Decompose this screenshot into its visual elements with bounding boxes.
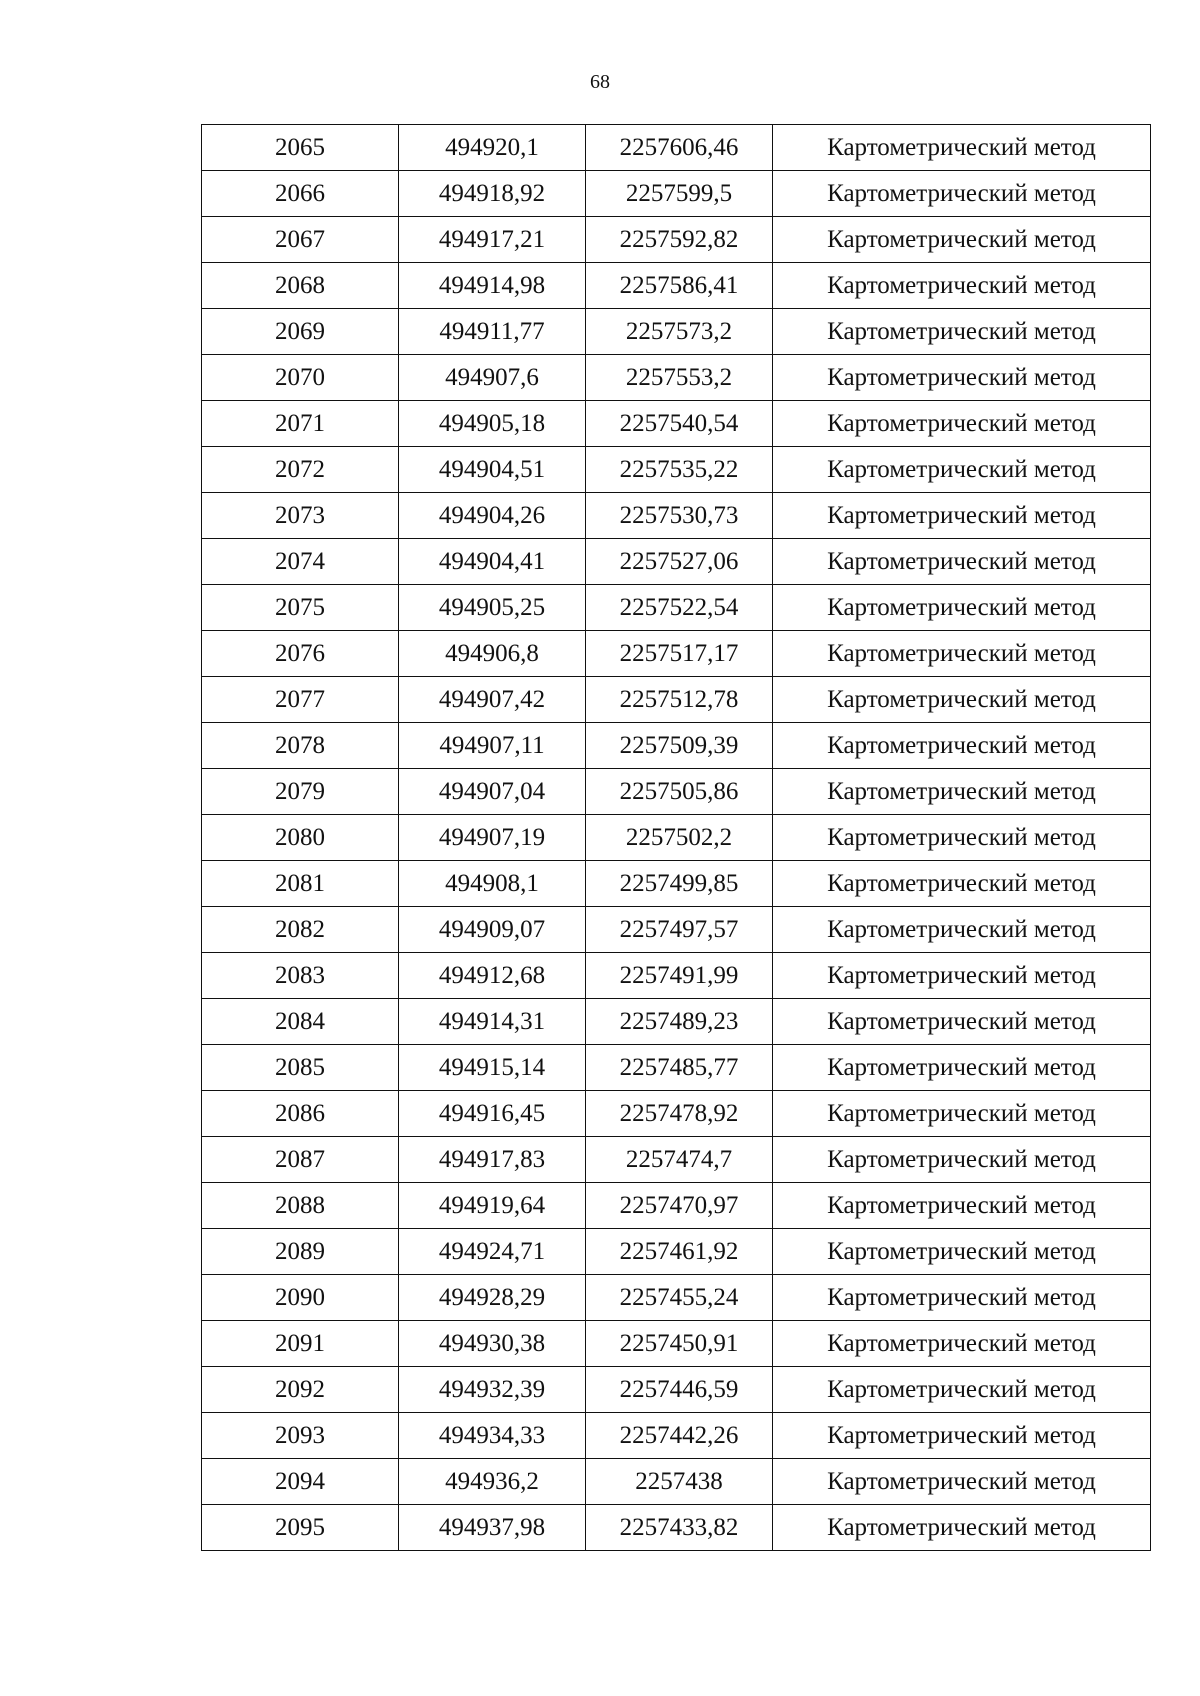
point-number-cell: 2079 bbox=[202, 769, 399, 815]
y-coordinate-cell: 2257553,2 bbox=[586, 355, 773, 401]
y-coordinate-cell: 2257592,82 bbox=[586, 217, 773, 263]
point-number-cell: 2067 bbox=[202, 217, 399, 263]
y-coordinate-cell: 2257599,5 bbox=[586, 171, 773, 217]
y-coordinate-cell: 2257502,2 bbox=[586, 815, 773, 861]
method-cell: Картометрический метод bbox=[773, 309, 1151, 355]
method-cell: Картометрический метод bbox=[773, 631, 1151, 677]
point-number-cell: 2086 bbox=[202, 1091, 399, 1137]
point-number-cell: 2066 bbox=[202, 171, 399, 217]
table-row bbox=[202, 677, 1151, 723]
y-coordinate-cell: 2257517,17 bbox=[586, 631, 773, 677]
table-row bbox=[202, 1321, 1151, 1367]
x-coordinate-cell: 494936,2 bbox=[399, 1459, 586, 1505]
method-cell: Картометрический метод bbox=[773, 1321, 1151, 1367]
x-coordinate-cell: 494937,98 bbox=[399, 1505, 586, 1551]
table-row bbox=[202, 355, 1151, 401]
x-coordinate-cell: 494912,68 bbox=[399, 953, 586, 999]
method-cell: Картометрический метод bbox=[773, 539, 1151, 585]
x-coordinate-cell: 494932,39 bbox=[399, 1367, 586, 1413]
y-coordinate-cell: 2257455,24 bbox=[586, 1275, 773, 1321]
method-cell: Картометрический метод bbox=[773, 677, 1151, 723]
point-number-cell: 2070 bbox=[202, 355, 399, 401]
method-cell: Картометрический метод bbox=[773, 1229, 1151, 1275]
y-coordinate-cell: 2257530,73 bbox=[586, 493, 773, 539]
table-row bbox=[202, 401, 1151, 447]
y-coordinate-cell: 2257474,7 bbox=[586, 1137, 773, 1183]
point-number-cell: 2077 bbox=[202, 677, 399, 723]
method-cell: Картометрический метод bbox=[773, 815, 1151, 861]
x-coordinate-cell: 494907,11 bbox=[399, 723, 586, 769]
y-coordinate-cell: 2257509,39 bbox=[586, 723, 773, 769]
x-coordinate-cell: 494904,41 bbox=[399, 539, 586, 585]
point-number-cell: 2083 bbox=[202, 953, 399, 999]
x-coordinate-cell: 494907,42 bbox=[399, 677, 586, 723]
x-coordinate-cell: 494904,26 bbox=[399, 493, 586, 539]
x-coordinate-cell: 494915,14 bbox=[399, 1045, 586, 1091]
point-number-cell: 2093 bbox=[202, 1413, 399, 1459]
x-coordinate-cell: 494909,07 bbox=[399, 907, 586, 953]
method-cell: Картометрический метод bbox=[773, 1367, 1151, 1413]
method-cell: Картометрический метод bbox=[773, 999, 1151, 1045]
method-cell: Картометрический метод bbox=[773, 217, 1151, 263]
point-number-cell: 2094 bbox=[202, 1459, 399, 1505]
table-row bbox=[202, 1367, 1151, 1413]
y-coordinate-cell: 2257485,77 bbox=[586, 1045, 773, 1091]
x-coordinate-cell: 494934,33 bbox=[399, 1413, 586, 1459]
table-row bbox=[202, 723, 1151, 769]
method-cell: Картометрический метод bbox=[773, 1413, 1151, 1459]
point-number-cell: 2071 bbox=[202, 401, 399, 447]
y-coordinate-cell: 2257535,22 bbox=[586, 447, 773, 493]
method-cell: Картометрический метод bbox=[773, 861, 1151, 907]
table-row bbox=[202, 1505, 1151, 1551]
x-coordinate-cell: 494917,21 bbox=[399, 217, 586, 263]
table-row bbox=[202, 447, 1151, 493]
y-coordinate-cell: 2257478,92 bbox=[586, 1091, 773, 1137]
x-coordinate-cell: 494908,1 bbox=[399, 861, 586, 907]
y-coordinate-cell: 2257438 bbox=[586, 1459, 773, 1505]
x-coordinate-cell: 494907,04 bbox=[399, 769, 586, 815]
method-cell: Картометрический метод bbox=[773, 401, 1151, 447]
point-number-cell: 2074 bbox=[202, 539, 399, 585]
method-cell: Картометрический метод bbox=[773, 1045, 1151, 1091]
coordinates-table bbox=[201, 124, 1151, 1551]
method-cell: Картометрический метод bbox=[773, 585, 1151, 631]
coordinates-table-body bbox=[202, 125, 1151, 1551]
table-row bbox=[202, 1459, 1151, 1505]
method-cell: Картометрический метод bbox=[773, 1091, 1151, 1137]
method-cell: Картометрический метод bbox=[773, 907, 1151, 953]
method-cell: Картометрический метод bbox=[773, 493, 1151, 539]
table-row bbox=[202, 1091, 1151, 1137]
point-number-cell: 2092 bbox=[202, 1367, 399, 1413]
y-coordinate-cell: 2257527,06 bbox=[586, 539, 773, 585]
y-coordinate-cell: 2257461,92 bbox=[586, 1229, 773, 1275]
point-number-cell: 2081 bbox=[202, 861, 399, 907]
x-coordinate-cell: 494904,51 bbox=[399, 447, 586, 493]
method-cell: Картометрический метод bbox=[773, 1183, 1151, 1229]
point-number-cell: 2088 bbox=[202, 1183, 399, 1229]
method-cell: Картометрический метод bbox=[773, 1459, 1151, 1505]
page-number: 68 bbox=[590, 71, 610, 93]
point-number-cell: 2089 bbox=[202, 1229, 399, 1275]
method-cell: Картометрический метод bbox=[773, 263, 1151, 309]
y-coordinate-cell: 2257522,54 bbox=[586, 585, 773, 631]
point-number-cell: 2095 bbox=[202, 1505, 399, 1551]
y-coordinate-cell: 2257505,86 bbox=[586, 769, 773, 815]
y-coordinate-cell: 2257489,23 bbox=[586, 999, 773, 1045]
point-number-cell: 2069 bbox=[202, 309, 399, 355]
table-row bbox=[202, 125, 1151, 171]
method-cell: Картометрический метод bbox=[773, 769, 1151, 815]
x-coordinate-cell: 494917,83 bbox=[399, 1137, 586, 1183]
table-row bbox=[202, 769, 1151, 815]
point-number-cell: 2076 bbox=[202, 631, 399, 677]
point-number-cell: 2087 bbox=[202, 1137, 399, 1183]
x-coordinate-cell: 494930,38 bbox=[399, 1321, 586, 1367]
point-number-cell: 2090 bbox=[202, 1275, 399, 1321]
table-row bbox=[202, 631, 1151, 677]
y-coordinate-cell: 2257450,91 bbox=[586, 1321, 773, 1367]
method-cell: Картометрический метод bbox=[773, 447, 1151, 493]
method-cell: Картометрический метод bbox=[773, 1137, 1151, 1183]
point-number-cell: 2073 bbox=[202, 493, 399, 539]
point-number-cell: 2091 bbox=[202, 1321, 399, 1367]
table-row bbox=[202, 1229, 1151, 1275]
x-coordinate-cell: 494911,77 bbox=[399, 309, 586, 355]
method-cell: Картометрический метод bbox=[773, 355, 1151, 401]
point-number-cell: 2082 bbox=[202, 907, 399, 953]
method-cell: Картометрический метод bbox=[773, 125, 1151, 171]
table-row bbox=[202, 217, 1151, 263]
table-row bbox=[202, 953, 1151, 999]
table-row bbox=[202, 1183, 1151, 1229]
table-row bbox=[202, 309, 1151, 355]
table-row bbox=[202, 861, 1151, 907]
y-coordinate-cell: 2257470,97 bbox=[586, 1183, 773, 1229]
table-row bbox=[202, 999, 1151, 1045]
y-coordinate-cell: 2257497,57 bbox=[586, 907, 773, 953]
y-coordinate-cell: 2257512,78 bbox=[586, 677, 773, 723]
x-coordinate-cell: 494907,19 bbox=[399, 815, 586, 861]
table-row bbox=[202, 1045, 1151, 1091]
x-coordinate-cell: 494928,29 bbox=[399, 1275, 586, 1321]
point-number-cell: 2085 bbox=[202, 1045, 399, 1091]
table-row bbox=[202, 907, 1151, 953]
point-number-cell: 2065 bbox=[202, 125, 399, 171]
y-coordinate-cell: 2257491,99 bbox=[586, 953, 773, 999]
point-number-cell: 2075 bbox=[202, 585, 399, 631]
y-coordinate-cell: 2257442,26 bbox=[586, 1413, 773, 1459]
x-coordinate-cell: 494924,71 bbox=[399, 1229, 586, 1275]
method-cell: Картометрический метод bbox=[773, 953, 1151, 999]
table-row bbox=[202, 1413, 1151, 1459]
table-row bbox=[202, 263, 1151, 309]
x-coordinate-cell: 494916,45 bbox=[399, 1091, 586, 1137]
x-coordinate-cell: 494905,25 bbox=[399, 585, 586, 631]
x-coordinate-cell: 494905,18 bbox=[399, 401, 586, 447]
point-number-cell: 2068 bbox=[202, 263, 399, 309]
x-coordinate-cell: 494920,1 bbox=[399, 125, 586, 171]
table-row bbox=[202, 493, 1151, 539]
point-number-cell: 2072 bbox=[202, 447, 399, 493]
table-row bbox=[202, 1275, 1151, 1321]
table-row bbox=[202, 585, 1151, 631]
y-coordinate-cell: 2257573,2 bbox=[586, 309, 773, 355]
table-row bbox=[202, 171, 1151, 217]
x-coordinate-cell: 494914,98 bbox=[399, 263, 586, 309]
x-coordinate-cell: 494907,6 bbox=[399, 355, 586, 401]
x-coordinate-cell: 494906,8 bbox=[399, 631, 586, 677]
y-coordinate-cell: 2257586,41 bbox=[586, 263, 773, 309]
y-coordinate-cell: 2257499,85 bbox=[586, 861, 773, 907]
method-cell: Картометрический метод bbox=[773, 1505, 1151, 1551]
point-number-cell: 2080 bbox=[202, 815, 399, 861]
point-number-cell: 2078 bbox=[202, 723, 399, 769]
method-cell: Картометрический метод bbox=[773, 171, 1151, 217]
y-coordinate-cell: 2257446,59 bbox=[586, 1367, 773, 1413]
x-coordinate-cell: 494914,31 bbox=[399, 999, 586, 1045]
table-row bbox=[202, 539, 1151, 585]
method-cell: Картометрический метод bbox=[773, 723, 1151, 769]
y-coordinate-cell: 2257606,46 bbox=[586, 125, 773, 171]
method-cell: Картометрический метод bbox=[773, 1275, 1151, 1321]
x-coordinate-cell: 494918,92 bbox=[399, 171, 586, 217]
table-row bbox=[202, 815, 1151, 861]
table-row bbox=[202, 1137, 1151, 1183]
y-coordinate-cell: 2257540,54 bbox=[586, 401, 773, 447]
x-coordinate-cell: 494919,64 bbox=[399, 1183, 586, 1229]
point-number-cell: 2084 bbox=[202, 999, 399, 1045]
y-coordinate-cell: 2257433,82 bbox=[586, 1505, 773, 1551]
